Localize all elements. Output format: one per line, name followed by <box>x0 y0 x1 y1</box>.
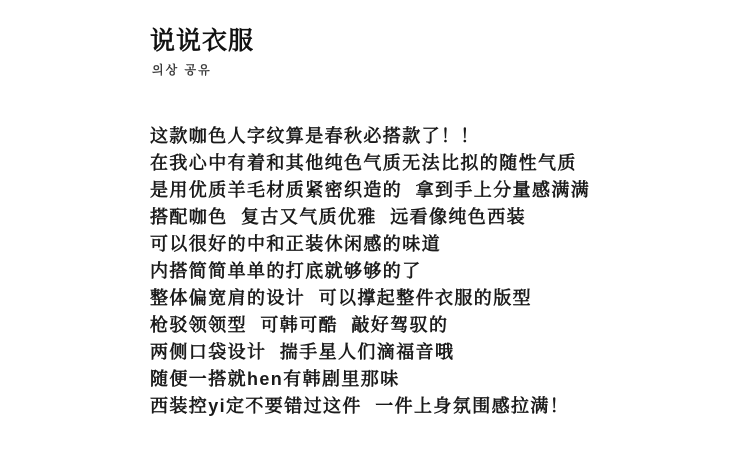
note-header <box>150 26 710 78</box>
body-line: 这款咖色人字纹算是春秋必搭款了！！ <box>150 126 480 146</box>
body-line: 西装控yi定不要错过这件 一件上身氛围感拉满！ <box>150 396 570 416</box>
body-line: 内搭简简单单的打底就够够的了 <box>150 261 422 281</box>
page-subtitle: 의상 공유 <box>152 63 212 77</box>
body-line: 随便一搭就hen有韩剧里那味 <box>150 369 400 389</box>
body-line: 整体偏宽肩的设计 可以撑起整件衣服的版型 <box>150 288 532 308</box>
body-line: 是用优质羊毛材质紧密织造的 拿到手上分量感满满 <box>150 180 591 200</box>
note-body <box>150 123 710 420</box>
body-line: 可以很好的中和正装休闲感的味道 <box>150 234 441 254</box>
body-line: 搭配咖色 复古又气质优雅 远看像纯色西装 <box>150 207 526 227</box>
body-line: 枪驳领领型 可韩可酷 敲好驾驭的 <box>150 315 449 335</box>
body-line: 在我心中有着和其他纯色气质无法比拟的随性气质 <box>150 153 577 173</box>
body-line: 两侧口袋设计 揣手星人们滴福音哦 <box>150 342 455 362</box>
page-title: 说说衣服 <box>150 27 255 55</box>
